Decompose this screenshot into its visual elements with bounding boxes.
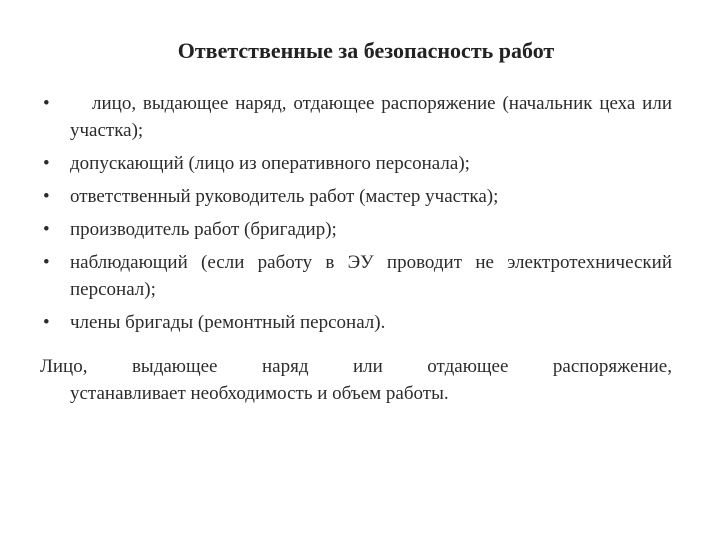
list-item-foreman: [40, 216, 672, 243]
list-item-text: допускающий (лицо из оперативного персонала);: [70, 153, 470, 174]
list-item-work-manager: [40, 183, 672, 210]
summary-line-1: Лицо, выдающее наряд или отдающее распоряжение,: [40, 356, 672, 377]
bullet-icon: •: [43, 93, 50, 114]
bullet-icon: •: [43, 312, 50, 333]
bullet-icon: •: [43, 252, 50, 273]
bullet-icon: •: [43, 186, 50, 207]
list-item-team-members: [40, 309, 672, 336]
list-item-text: ответственный руководитель работ (мастер участка);: [70, 186, 499, 207]
list-item-text: производитель работ (бригадир);: [70, 219, 337, 240]
list-item-observer: [40, 249, 672, 303]
list-item-issuer: [40, 90, 672, 144]
summary-paragraph: [40, 353, 672, 407]
list-item-text: наблюдающий (если работу в ЭУ проводит не электротехнический персонал);: [70, 252, 672, 300]
list-item-text: лицо, выдающее наряд, отдающее распоряжение (начальник цеха или участка);: [70, 93, 672, 141]
summary-line-2: устанавливает необходимость и объем работы.: [70, 383, 449, 404]
responsibility-list: [40, 90, 672, 342]
list-item-admitter: [40, 150, 672, 177]
bullet-icon: •: [43, 219, 50, 240]
list-item-text: члены бригады (ремонтный персонал).: [70, 312, 386, 333]
bullet-icon: •: [43, 153, 50, 174]
slide-title: Ответственные за безопасность работ: [177, 38, 555, 63]
